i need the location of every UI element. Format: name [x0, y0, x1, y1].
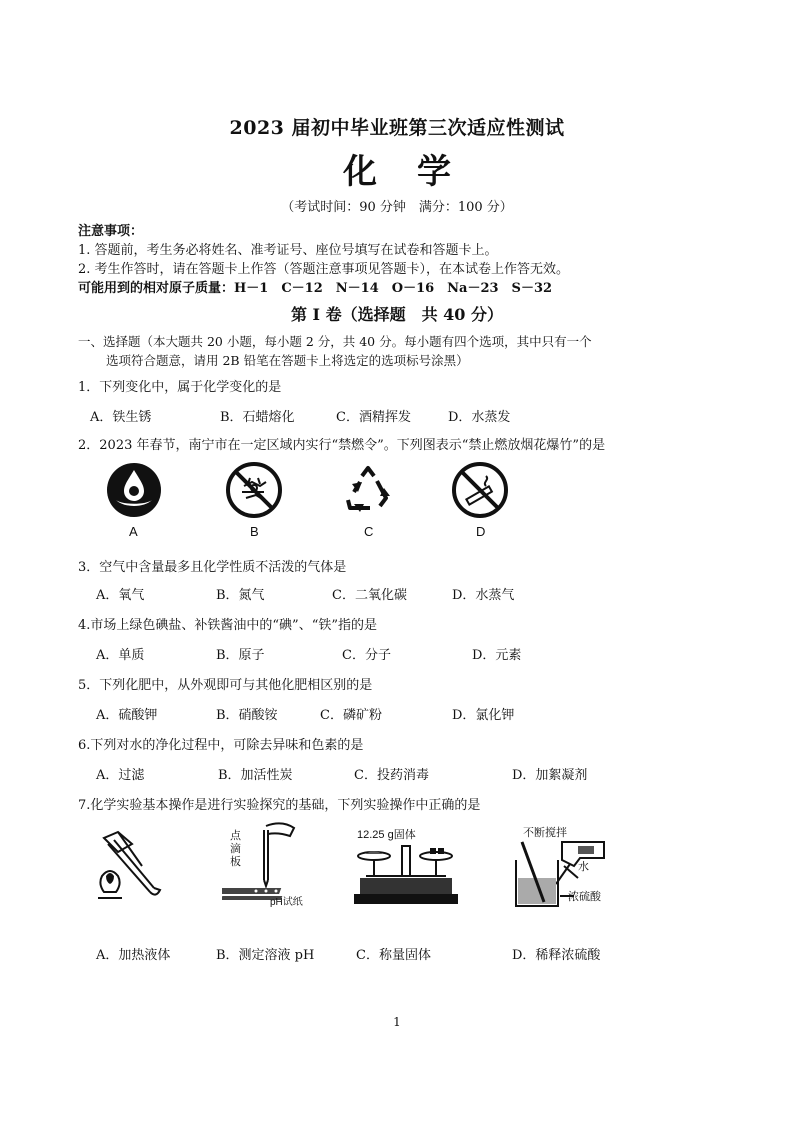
balance-illustration	[352, 840, 462, 912]
q1-option-a: A．铁生锈	[90, 410, 152, 425]
ph-board-label: 点滴板	[230, 830, 241, 868]
section-intro-line1: 一、选择题（本大题共 20 小题，每小题 2 分，共 40 分。每小题有四个选项，其中只有一个	[78, 334, 592, 349]
q4-option-c: C．分子	[342, 648, 391, 663]
q3-option-d: D．水蒸气	[452, 588, 515, 603]
q1-option-b: B．石蜡熔化	[220, 410, 295, 425]
exam-subject: 化学	[343, 152, 491, 192]
balance-mass-label: 12.25 g固体	[357, 829, 416, 841]
notes-heading: 注意事项：	[78, 224, 144, 239]
q5-option-a: A．硫酸钾	[96, 708, 158, 723]
q4-option-d: D．元素	[472, 648, 522, 663]
q4-option-a: A．单质	[96, 648, 145, 663]
q2-label-d: D	[476, 524, 486, 539]
q5-option-d: D．氯化钾	[452, 708, 515, 723]
q7-option-a: A．加热液体	[96, 948, 171, 963]
q6-option-d: D．加絮凝剂	[512, 768, 588, 783]
ph-paper-label: pH试纸	[270, 897, 303, 908]
question-7-stem: 7.化学实验基本操作是进行实验探究的基础，下列实验操作中正确的是	[78, 798, 481, 813]
question-2-stem: 2．2023 年春节，南宁市在一定区域内实行“禁燃令”。下列图表示“禁止燃放烟花爆竹”的是	[78, 438, 606, 453]
q2-label-a: A	[129, 524, 138, 539]
q3-option-c: C．二氧化碳	[332, 588, 407, 603]
question-1-stem: 1．下列变化中，属于化学变化的是	[78, 380, 282, 395]
q1-option-c: C．酒精挥发	[336, 410, 411, 425]
question-5-stem: 5．下列化肥中，从外观即可与其他化肥相区别的是	[78, 678, 373, 693]
q5-option-b: B．硝酸铵	[216, 708, 278, 723]
q2-label-b: B	[250, 524, 259, 539]
section-title: 第 I 卷（选择题 共 40 分）	[290, 305, 504, 324]
q7-option-d: D．稀释浓硫酸	[512, 948, 601, 963]
q6-option-c: C．投药消毒	[354, 768, 429, 783]
q3-option-a: A．氧气	[96, 588, 145, 603]
stir-label: 不断搅拌	[523, 827, 567, 839]
acid-label: 浓硫酸	[568, 891, 601, 903]
q1-option-d: D．水蒸发	[448, 410, 511, 425]
q6-option-a: A．过滤	[96, 768, 145, 783]
heating-liquid-illustration	[92, 826, 182, 906]
water-label: 水	[578, 861, 589, 873]
q3-option-b: B．氮气	[216, 588, 265, 603]
no-fireworks-icon	[226, 462, 282, 518]
question-6-stem: 6.下列对水的净化过程中，可除去异味和色素的是	[78, 738, 364, 753]
question-3-stem: 3．空气中含量最多且化学性质不活泼的气体是	[78, 560, 347, 575]
q2-label-c: C	[364, 524, 374, 539]
q6-option-b: B．加活性炭	[218, 768, 293, 783]
q7-option-b: B．测定溶液 pH	[216, 948, 315, 963]
exam-time-info: （考试时间：90 分钟 满分：100 分）	[281, 200, 513, 215]
note-item-2: 2. 考生作答时，请在答题卡上作答（答题注意事项见答题卡），在本试卷上作答无效。	[78, 262, 570, 277]
water-drop-symbol-icon	[106, 462, 162, 518]
section-intro-line2: 选项符合题意，请用 2B 铅笔在答题卡上将选定的选项标号涂黑）	[106, 353, 469, 368]
q7-option-c: C．称量固体	[356, 948, 431, 963]
no-smoking-icon	[452, 462, 508, 518]
q4-option-b: B．原子	[216, 648, 265, 663]
page-number: 1	[393, 1015, 401, 1029]
recycle-icon	[340, 462, 396, 518]
note-item-1: 1. 答题前，考生务必将姓名、准考证号、座位号填写在试卷和答题卡上。	[78, 243, 498, 258]
q5-option-c: C．磷矿粉	[320, 708, 382, 723]
atomic-masses: 可能用到的相对原子质量：H－1 C－12 N－14 O－16 Na－23 S－32	[78, 281, 553, 296]
dilution-illustration	[508, 838, 618, 912]
exam-title: 2023 届初中毕业班第三次适应性测试	[229, 117, 565, 139]
question-4-stem: 4.市场上绿色碘盐、补铁酱油中的“碘”、“铁”指的是	[78, 618, 377, 633]
